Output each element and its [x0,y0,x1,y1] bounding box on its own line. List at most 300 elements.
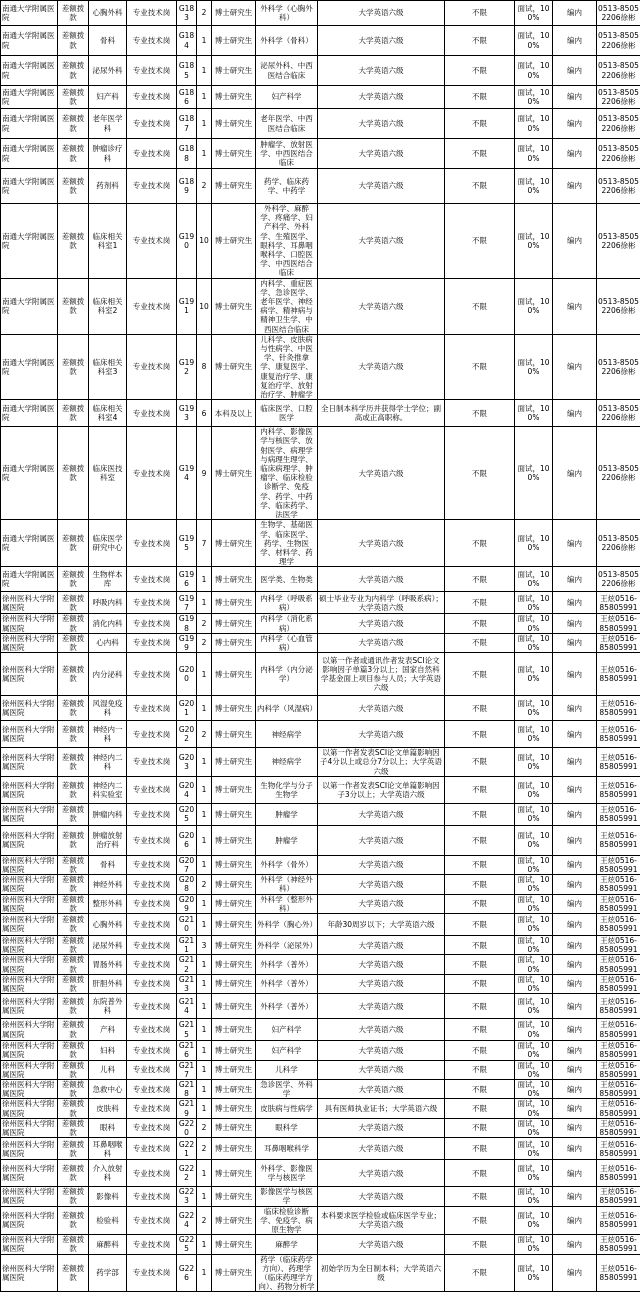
cell-staff: 编内 [553,1,597,26]
table-row [1,633,640,652]
cell-other: 大学英语六级 [318,1160,445,1187]
cell-age: 不限 [445,803,515,825]
cell-type: 专业技术岗 [127,974,177,993]
cell-dept: 妇产科 [89,86,127,109]
cell-type: 专业技术岗 [127,1138,177,1160]
table-row [1,1206,640,1235]
cell-dept: 药剂科 [89,169,127,204]
cell-staff: 编内 [553,1079,597,1098]
cell-exam: 面试，100% [515,26,553,56]
cell-dept: 心胸外科 [89,913,127,935]
cell-cat: 差额拨款 [58,696,89,721]
cell-num: 10 [197,204,212,279]
cell-unit: 南通大学附属医院 [1,56,58,86]
cell-exam: 面试，100% [515,520,553,567]
cell-code: G215 [177,1019,197,1041]
cell-unit: 徐州医科大学附属医院 [1,1079,58,1098]
cell-type: 专业技术岗 [127,1160,177,1187]
cell-dept: 检验科 [89,1206,127,1235]
cell-type: 专业技术岗 [127,1099,177,1118]
cell-unit: 徐州医科大学附属医院 [1,614,58,633]
cell-cat: 差额拨款 [58,803,89,825]
cell-type: 专业技术岗 [127,803,177,825]
cell-type: 专业技术岗 [127,1118,177,1137]
cell-age: 不限 [445,109,515,139]
cell-num: 1 [197,1019,212,1041]
cell-cat: 差额拨款 [58,56,89,86]
cell-num: 2 [197,875,212,894]
cell-cat: 差额拨款 [58,633,89,652]
table-row [1,56,640,86]
cell-cat: 差额拨款 [58,26,89,56]
cell-other: 大学英语六级 [318,1187,445,1206]
cell-type: 专业技术岗 [127,592,177,614]
cell-code: G211 [177,935,197,954]
cell-type: 专业技术岗 [127,633,177,652]
cell-dept: 急救中心 [89,1079,127,1098]
cell-contact: 0513-85052206徐彬 [597,26,640,56]
cell-type: 专业技术岗 [127,855,177,874]
cell-type: 专业技术岗 [127,653,177,696]
cell-other: 大学英语六级 [318,994,445,1019]
cell-staff: 编内 [553,278,597,334]
cell-other: 以第一作者或通讯作者发表SCI论文影响因子单篇3分以上；国家自然科学基金面上项目参与人员；大学英语六级 [318,653,445,696]
cell-staff: 编内 [553,721,597,748]
cell-contact: 王炫0516-85805991 [597,614,640,633]
cell-exam: 面试，100% [515,1019,553,1041]
cell-unit: 南通大学附属医院 [1,334,58,399]
cell-type: 专业技术岗 [127,776,177,803]
cell-staff: 编内 [553,803,597,825]
cell-exam: 面试，100% [515,1041,553,1060]
cell-unit: 南通大学附属医院 [1,400,58,427]
cell-staff: 编内 [553,334,597,399]
cell-other: 大学英语六级 [318,109,445,139]
table-row [1,1138,640,1160]
cell-exam: 面试，100% [515,567,553,592]
cell-major: 内科学（风湿病） [256,696,318,721]
cell-unit: 南通大学附属医院 [1,1,58,26]
table-row [1,169,640,204]
cell-staff: 编内 [553,427,597,520]
cell-edu: 博士研究生 [212,592,256,614]
cell-contact: 王炫0516-85805991 [597,913,640,935]
cell-code: G210 [177,913,197,935]
cell-code: G224 [177,1206,197,1235]
cell-cat: 差额拨款 [58,855,89,874]
cell-staff: 编内 [553,1254,597,1292]
cell-edu: 博士研究生 [212,1235,256,1254]
cell-other: 大学英语六级 [318,1,445,26]
cell-num: 1 [197,1060,212,1079]
cell-num: 1 [197,913,212,935]
cell-code: G213 [177,974,197,993]
cell-cat: 差额拨款 [58,935,89,954]
cell-staff: 编内 [553,1160,597,1187]
cell-dept: 影像科 [89,1187,127,1206]
cell-major: 妇产科学 [256,86,318,109]
cell-type: 专业技术岗 [127,935,177,954]
cell-num: 1 [197,1235,212,1254]
cell-age: 不限 [445,825,515,855]
cell-major: 妇产科学 [256,1019,318,1041]
cell-cat: 差额拨款 [58,1160,89,1187]
cell-type: 专业技术岗 [127,109,177,139]
cell-other: 以第一作者发表SCI论文单篇影响因子3分以上；大学英语六级 [318,776,445,803]
cell-dept: 神经外科 [89,875,127,894]
cell-code: G219 [177,1099,197,1118]
table-row [1,334,640,399]
cell-exam: 面试，100% [515,1235,553,1254]
cell-dept: 骨科 [89,26,127,56]
cell-edu: 博士研究生 [212,86,256,109]
table-row [1,855,640,874]
cell-contact: 王炫0516-85805991 [597,633,640,652]
cell-unit: 徐州医科大学附属医院 [1,994,58,1019]
table-row [1,567,640,592]
cell-dept: 神经内二科 [89,748,127,777]
cell-unit: 南通大学附属医院 [1,427,58,520]
table-row [1,1160,640,1187]
cell-cat: 差额拨款 [58,1254,89,1292]
cell-type: 专业技术岗 [127,334,177,399]
cell-unit: 徐州医科大学附属医院 [1,1060,58,1079]
cell-age: 不限 [445,1079,515,1098]
cell-cat: 差额拨款 [58,1235,89,1254]
cell-num: 10 [197,278,212,334]
cell-exam: 面试，100% [515,139,553,169]
cell-code: G198 [177,614,197,633]
cell-contact: 王炫0516-85805991 [597,1206,640,1235]
cell-unit: 南通大学附属医院 [1,139,58,169]
cell-contact: 王炫0516-85805991 [597,825,640,855]
cell-unit: 徐州医科大学附属医院 [1,1118,58,1137]
cell-cat: 差额拨款 [58,567,89,592]
cell-contact: 王炫0516-85805991 [597,1019,640,1041]
cell-unit: 徐州医科大学附属医院 [1,1254,58,1292]
cell-other: 大学英语六级 [318,567,445,592]
cell-num: 1 [197,653,212,696]
cell-type: 专业技术岗 [127,955,177,974]
cell-dept: 老年医学科 [89,109,127,139]
cell-age: 不限 [445,400,515,427]
cell-code: G186 [177,86,197,109]
cell-exam: 面试，100% [515,721,553,748]
cell-major: 麻醉学 [256,1235,318,1254]
cell-staff: 编内 [553,748,597,777]
cell-edu: 博士研究生 [212,169,256,204]
cell-code: G204 [177,776,197,803]
cell-num: 3 [197,935,212,954]
cell-age: 不限 [445,653,515,696]
cell-edu: 博士研究生 [212,855,256,874]
cell-unit: 徐州医科大学附属医院 [1,776,58,803]
cell-major: 神经病学 [256,748,318,777]
cell-dept: 药学部 [89,1254,127,1292]
cell-edu: 博士研究生 [212,721,256,748]
cell-exam: 面试，100% [515,803,553,825]
cell-edu: 博士研究生 [212,1099,256,1118]
cell-staff: 编内 [553,994,597,1019]
cell-num: 8 [197,334,212,399]
cell-code: G214 [177,994,197,1019]
cell-code: G194 [177,427,197,520]
cell-num: 1 [197,776,212,803]
cell-major: 临床检验诊断学、免疫学、病原生物学 [256,1206,318,1235]
cell-type: 专业技术岗 [127,721,177,748]
cell-edu: 博士研究生 [212,748,256,777]
cell-num: 1 [197,592,212,614]
cell-contact: 0513-85052206徐彬 [597,427,640,520]
cell-dept: 临床相关科室3 [89,334,127,399]
table-row [1,913,640,935]
cell-staff: 编内 [553,974,597,993]
cell-age: 不限 [445,721,515,748]
table-row [1,935,640,954]
cell-dept: 胃肠外科 [89,955,127,974]
cell-exam: 面试，100% [515,1187,553,1206]
table-row [1,520,640,567]
table-body [1,1,640,1292]
cell-exam: 面试，100% [515,169,553,204]
cell-major: 内科学（心血管病） [256,633,318,652]
cell-other: 大学英语六级 [318,721,445,748]
cell-staff: 编内 [553,1019,597,1041]
cell-age: 不限 [445,614,515,633]
cell-other: 大学英语六级 [318,935,445,954]
cell-major: 药学（临床药学方向）、药理学（临床药理学方向）、药物分析学 [256,1254,318,1292]
cell-num: 1 [197,1254,212,1292]
cell-dept: 内分泌科 [89,653,127,696]
cell-unit: 徐州医科大学附属医院 [1,1099,58,1118]
cell-major: 外科学（普外） [256,974,318,993]
cell-dept: 产科 [89,1019,127,1041]
cell-staff: 编内 [553,139,597,169]
cell-cat: 差额拨款 [58,875,89,894]
cell-major: 临床医学、口腔医学 [256,400,318,427]
cell-contact: 王炫0516-85805991 [597,1160,640,1187]
cell-num: 2 [197,1118,212,1137]
table-row [1,955,640,974]
table-row [1,1060,640,1079]
cell-staff: 编内 [553,169,597,204]
cell-age: 不限 [445,1041,515,1060]
cell-age: 不限 [445,278,515,334]
cell-edu: 博士研究生 [212,825,256,855]
cell-other: 本科要求医学检验或临床医学专业；大学英语六级 [318,1206,445,1235]
cell-edu: 博士研究生 [212,994,256,1019]
cell-dept: 神经内二科实验室 [89,776,127,803]
cell-contact: 王炫0516-85805991 [597,1235,640,1254]
cell-age: 不限 [445,696,515,721]
cell-age: 不限 [445,169,515,204]
cell-type: 专业技术岗 [127,1,177,26]
cell-type: 专业技术岗 [127,748,177,777]
cell-age: 不限 [445,1060,515,1079]
cell-type: 专业技术岗 [127,86,177,109]
cell-unit: 徐州医科大学附属医院 [1,955,58,974]
cell-unit: 徐州医科大学附属医院 [1,803,58,825]
cell-exam: 面试，100% [515,974,553,993]
cell-unit: 南通大学附属医院 [1,169,58,204]
cell-age: 不限 [445,935,515,954]
cell-dept: 皮肤科 [89,1099,127,1118]
cell-dept: 临床相关科室2 [89,278,127,334]
cell-staff: 编内 [553,935,597,954]
cell-type: 专业技术岗 [127,26,177,56]
table-row [1,1187,640,1206]
cell-age: 不限 [445,139,515,169]
cell-staff: 编内 [553,776,597,803]
cell-exam: 面试，100% [515,334,553,399]
cell-edu: 博士研究生 [212,974,256,993]
cell-unit: 徐州医科大学附属医院 [1,894,58,913]
cell-unit: 徐州医科大学附属医院 [1,974,58,993]
cell-cat: 差额拨款 [58,955,89,974]
cell-major: 外科学（胸心外） [256,913,318,935]
cell-exam: 面试，100% [515,1138,553,1160]
cell-edu: 博士研究生 [212,955,256,974]
cell-type: 专业技术岗 [127,614,177,633]
cell-cat: 差额拨款 [58,204,89,279]
cell-cat: 差额拨款 [58,614,89,633]
cell-staff: 编内 [553,1099,597,1118]
cell-staff: 编内 [553,894,597,913]
cell-exam: 面试，100% [515,913,553,935]
table-row [1,1079,640,1098]
cell-cat: 差额拨款 [58,1019,89,1041]
cell-code: G187 [177,109,197,139]
cell-type: 专业技术岗 [127,1187,177,1206]
cell-unit: 徐州医科大学附属医院 [1,855,58,874]
cell-num: 2 [197,1138,212,1160]
cell-exam: 面试，100% [515,1,553,26]
cell-cat: 差额拨款 [58,1138,89,1160]
cell-exam: 面试，100% [515,204,553,279]
cell-code: G191 [177,278,197,334]
cell-other: 大学英语六级 [318,86,445,109]
cell-major: 妇产科学 [256,1041,318,1060]
cell-age: 不限 [445,204,515,279]
cell-other: 大学英语六级 [318,875,445,894]
cell-age: 不限 [445,1138,515,1160]
cell-cat: 差额拨款 [58,776,89,803]
cell-contact: 0513-85052206徐彬 [597,204,640,279]
cell-age: 不限 [445,86,515,109]
cell-contact: 王炫0516-85805991 [597,748,640,777]
cell-age: 不限 [445,1235,515,1254]
cell-major: 影像医学与核医学 [256,1187,318,1206]
cell-num: 1 [197,696,212,721]
cell-type: 专业技术岗 [127,204,177,279]
cell-num: 1 [197,974,212,993]
cell-major: 外科学（骨科） [256,26,318,56]
table-row [1,875,640,894]
cell-staff: 编内 [553,26,597,56]
table-row [1,974,640,993]
cell-major: 外科学（整形外科） [256,894,318,913]
cell-dept: 风湿免疫科 [89,696,127,721]
cell-unit: 南通大学附属医院 [1,520,58,567]
cell-exam: 面试，100% [515,1254,553,1292]
cell-code: G223 [177,1187,197,1206]
cell-other: 大学英语六级 [318,169,445,204]
cell-cat: 差额拨款 [58,825,89,855]
cell-num: 1 [197,955,212,974]
cell-edu: 博士研究生 [212,653,256,696]
cell-dept: 介入放射科 [89,1160,127,1187]
table-row [1,1,640,26]
cell-unit: 徐州医科大学附属医院 [1,1138,58,1160]
cell-major: 泌尿外科、中西医结合临床 [256,56,318,86]
table-row [1,1235,640,1254]
cell-num: 1 [197,855,212,874]
cell-edu: 博士研究生 [212,427,256,520]
cell-exam: 面试，100% [515,400,553,427]
table-row [1,427,640,520]
cell-exam: 面试，100% [515,86,553,109]
cell-unit: 徐州医科大学附属医院 [1,721,58,748]
cell-age: 不限 [445,894,515,913]
cell-edu: 博士研究生 [212,520,256,567]
cell-other: 初始学历为全日制本科；大学英语六级 [318,1254,445,1292]
cell-contact: 王炫0516-85805991 [597,1187,640,1206]
cell-cat: 差额拨款 [58,894,89,913]
cell-staff: 编内 [553,1118,597,1137]
cell-exam: 面试，100% [515,56,553,86]
cell-dept: 临床相关科室4 [89,400,127,427]
cell-dept: 整形外科 [89,894,127,913]
cell-code: G205 [177,803,197,825]
cell-code: G209 [177,894,197,913]
cell-cat: 差额拨款 [58,1187,89,1206]
cell-other: 大学英语六级 [318,855,445,874]
cell-contact: 0513-85052206徐彬 [597,400,640,427]
cell-edu: 本科及以上 [212,400,256,427]
cell-type: 专业技术岗 [127,994,177,1019]
cell-other: 大学英语六级 [318,1235,445,1254]
cell-dept: 麻醉科 [89,1235,127,1254]
cell-age: 不限 [445,633,515,652]
cell-major: 内科学、影像医学与核医学、放射医学、病理学与病理生理学、临床病理学、肿瘤学、临床检验诊断学、免疫学、药学、中药学、临床药学、法医学 [256,427,318,520]
table-row [1,592,640,614]
cell-other: 大学英语六级 [318,955,445,974]
cell-code: G220 [177,1118,197,1137]
cell-type: 专业技术岗 [127,1041,177,1060]
table-row [1,653,640,696]
cell-edu: 博士研究生 [212,1079,256,1098]
cell-dept: 临床医技科室 [89,427,127,520]
cell-type: 专业技术岗 [127,400,177,427]
cell-major: 皮肤病与性病学 [256,1099,318,1118]
table-row [1,26,640,56]
cell-major: 外科学、影像医学与核医学 [256,1160,318,1187]
cell-edu: 博士研究生 [212,696,256,721]
cell-dept: 东院普外科 [89,994,127,1019]
cell-num: 2 [197,614,212,633]
cell-code: G190 [177,204,197,279]
cell-contact: 王炫0516-85805991 [597,994,640,1019]
cell-exam: 面试，100% [515,875,553,894]
cell-num: 1 [197,748,212,777]
cell-other: 大学英语六级 [318,696,445,721]
cell-exam: 面试，100% [515,1079,553,1098]
cell-code: G201 [177,696,197,721]
cell-cat: 差额拨款 [58,1118,89,1137]
cell-code: G216 [177,1041,197,1060]
cell-cat: 差额拨款 [58,1041,89,1060]
cell-code: G192 [177,334,197,399]
